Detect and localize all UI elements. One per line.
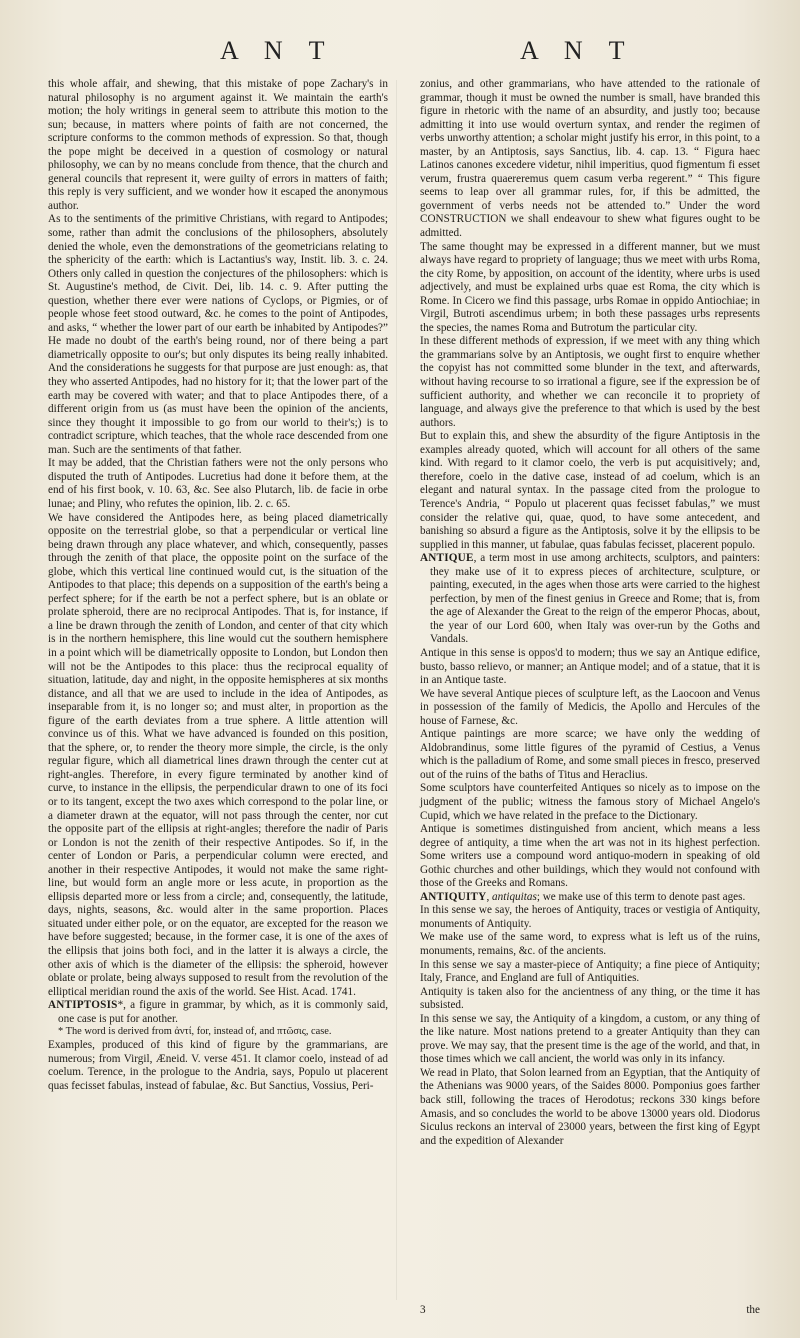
entry-antiptosis [48,999,388,1026]
signature-mark: 3 [420,1304,426,1316]
paragraph: We have considered the Antipodes here, as being placed diametrically opposite on the terrestrial globe, so that a perpendicular or vertical line being drawn through any place whatever, and which, consequently, passes through the zenith of that place, the opposite point on the surface of the globe, which this vertical line continued would cut, is the situation of the Antipodes to that place; this depends on a supposition of the earth's being a perfect sphere; for if the earth be not a perfect sphere, but is an oblate or prolate spheroid, there are no reciprocal Antipodes. That is, for instance, if a line be drawn through the zenith of London, and center of that city which is in the northern hemisphere, this line would cut the southern hemisphere in a point which will be diametrically opposite to London, but London then will not be the Antipodes to this place: thus the reciprocal equality of situation, latitude, day and night, in the opposite hemispheres at six months distance, and all that we are used to include in the idea of Antipodes, as inseparable from it, is no longer so; and must alter, in proportion as the figure of the earth deviates from a true sphere. A little attention will convince us of this. What we have advanced is founded on this position, that the sphere, or, to render the theory more simple, the circle, is the only regular figure, which all diametrical lines drawn through the center cut at right-angles. Therefore, in every figure terminated by another kind of curve, to instance in the ellipsis, the perpendicular drawn to one of its foci or to its tangent, except the two axes which correspond to the polar line, or a diameter drawn at the equator, will not pass through the center, nor cut the opposite part of the ellipsis at right-angles; therefore the nadir of Paris or London is not the zenith of their respective Antipodes. So if, in the center of London or Paris, a perpendicular column were erected, and another in their respective Antipodes, it would not make the same right-line, but would form an angle more or less acute, in proportion as the ellipsis departed more or less from a circle; and, consequently, the latitude, days, nights, seasons, &c. would alter in the same proportion. Places situated under either pole, or on the equator, are excepted for the reason we have before suggested; because, in the former case, it is one of the axes of the ellipsis that joins both foci, and in the latter it is always a circle, the other axis of which is the diameter of the ellipsis: the spheroid, however oblate or prolate, being always supposed to result from the revolution of the elliptical meridian round the axis of the world. See Hist. Acad. 1741. [48,511,388,998]
paragraph: Antique paintings are more scarce; we have only the wedding of Aldobrandinus, some little figures of the pyramid of Cestius, a Venus which is the palladium of Rome, and some small pieces in fresco, preserved out of the ruins of the baths of Titus and Heraclius. [420,728,760,781]
paragraph: We have several Antique pieces of sculpture left, as the Laocoon and Venus in possession of the family of Medicis, the Apollo and Hercules of the house of Farnese, &c. [420,687,760,727]
paragraph: zonius, and other grammarians, who have attended to the rationale of grammar, though it must be owned the number is small, have branded this figure in rhetoric with the name of an absurdity, and justly too; because admitting it into use would overturn syntax, and render the regimen of verbs unworthy attention; a scholar might justify his error, in this point, to a master, by an Antiptosis, says Sanctius, lib. 4. cap. 13. “ Figura haec Latinos canones excedere videtur, nihil imperitius, quod figmentum fi esset verum, frustra quaereremus quem casum verba regerent.” “ This figure seems to leap over all grammar rules, for, if this be admitted, the government of verbs needs not be attended to.” Under the word CONSTRUCTION we shall endeavour to shew what figures ought to be admitted. [420,78,760,240]
entry-text: *, a figure in grammar, by which, as it is commonly said, one case is put for another. [58,999,388,1025]
running-header [0,36,800,76]
paragraph: In this sense we say, the heroes of Antiquity, traces or vestigia of Antiquity, monuments of Antiquity. [420,904,760,930]
paragraph: Antique is sometimes distinguished from ancient, which means a less degree of antiquity, a time when the art was not in its highest perfection. Some writers use a compound word antiquo-modern in speaking of old Gothic churches and other buildings, which they would not confound with those of the Greeks and Romans. [420,823,760,890]
paragraph: The same thought may be expressed in a different manner, but we must always have regard to propriety of language; thus we meet with urbs Roma, the city Rome, by apposition, on account of the identity, where urbs is used adjectively, and must be explained urbs quae est Roma, the city which is Rome. In Cicero we find this passage, urbs Romae in oppido Antiochiae; in Virgil, Butroti ascendimus urbem; in both these passages urbs represents the species, the names Roma and Butrotum the particular city. [420,240,760,334]
paragraph: Antiquity is taken also for the ancientness of any thing, or the time it has subsisted. [420,985,760,1012]
footnote: * The word is derived from ἀντί, for, instead of, and πτῶσις, case. [58,1026,332,1038]
paragraph: In this sense we say a master-piece of Antiquity; a fine piece of Antiquity; Italy, France, and England are full of Antiquities. [420,958,760,985]
left-column [48,78,388,1093]
paragraph: In these different methods of expression, if we meet with any thing which the grammarians solve by an Antiptosis, we ought first to enquire whether the copyist has not committed some blunder in the text, and afterwards, without having recourse to so irrational a figure, see if the expression be of sufficient authority, and whether we can reconcile it to propriety of language, and always give the preference to that which is used by the best authors. [420,335,760,429]
entry-text: ; we make use of this term to denote past ages. [536,890,746,903]
paragraph: Some sculptors have counterfeited Antiques so nicely as to impose on the judgment of the public; witness the famous story of Michael Angelo's Cupid, which we have related in the preface to the Dictionary. [420,782,760,822]
catchword: the [746,1304,760,1316]
column-gutter [396,80,397,1300]
entry-latin: antiquitas [492,890,537,903]
right-column [420,78,760,1148]
paragraph: Examples, produced of this kind of figure by the grammarians, are numerous; from Virgil, Æneid. V. verse 451. It clamor coelo, instead of ad coelum. Terence, in the prologue to the Andria, says, Populo ut placerent quas fecisset fabulas, instead of fabulae, &c. But Sanctius, Vossius, Peri- [48,1039,388,1092]
entry-term: ANTIQUITY [420,890,487,903]
paragraph: We read in Plato, that Solon learned from an Egyptian, that the Antiquity of the Athenians was 9000 years, of the Saides 8000. Pomponius goes farther back still, following the traces of Herodotus; reckons 330 kings before Amasis, and so concludes the world to be above 13000 years old. Diodorus Siculus reckons an interval of 23000 years, between the first king of Egypt and the expedition of Alexander [420,1066,760,1147]
entry-text: , a term most in use among architects, sculptors, and painters: they make use of it to express pieces of architecture, sculpture, or painting, executed, in the ages when those arts were carried to the highest perfection, by men of the finest genius in Greece and Rome; that is, from the age of Alexander the Great to the reign of the emperor Phocas, about, the year of our Lord 600, when Italy was over-run by the Goths and Vandals. [430,552,760,646]
paragraph: In this sense we say, the Antiquity of a kingdom, a custom, or any thing of the like nature. Most nations pretend to a greater Antiquity than they can prove. We may say, that the present time is the age of the world, and that, in those times which we call ancient, the world was only in its infancy. [420,1012,760,1066]
paragraph: this whole affair, and shewing, that this mistake of pope Zachary's in natural philosophy is no argument against it. We maintain the earth's motion; the holy writings in general seem to attribute this motion to the sun; because, in matters where points of faith are not concerned, the scripture conforms to the common methods of expression. So that, though the pope might be deceived in a question of cosmology or natural philosophy, we can by no means conclude from thence, that the church and general councils that represent it, were guilty of errors in matters of faith; this reply is very sufficient, and we wonder how it escaped the anonymous author. [48,78,388,212]
entry-antiquity: ANTIQUITY, antiquitas; we make use of this term to denote past ages. [420,890,746,903]
paragraph: Antique in this sense is oppos'd to modern; thus we say an Antique edifice, busto, basso relievo, or manner; an Antique model; and of a statue, that it is in an Antique taste. [420,646,760,687]
paragraph: As to the sentiments of the primitive Christians, with regard to Antipodes; some, rather than admit the conclusions of the philosophers, absolutely denied the whole, even the demonstrations of the geometricians relating to the sphericity of the earth: which is Lactantius's way, Instit. lib. 3. c. 24. Others only called in question the conjectures of the philosophers: which is St. Augustine's method, de Civit. Dei, lib. 14. c. 9. After putting the question, whether there ever were nations of Cyclops, or Pigmies, or of people whose feet stood outward, &c. he comes to the point of Antipodes, and asks, “ whether the lower part of our earth be inhabited by Antipodes?” He made no doubt of the earth's being round, nor of there being a part diametrically opposite to our's; but only disputes its being really inhabited. And the considerations he suggests for that purpose are just enough: as, that they who asserted Antipodes, had no history for it; that the lower part of the earth may be covered with water; and that to place Antipodes there, of a different origin from us (as must have been the opinion of the ancients, since they thought it impossible to go from our world to their's;) is to contradict scripture, which teaches, that the whole race descended from one man. Such are the sentiments of that father. [48,213,388,456]
header-left: A N T [220,36,335,65]
paragraph: But to explain this, and shew the absurdity of the figure Antiptosis in the examples already quoted, which will account for all others of the same kind. With regard to it clamor coelo, the verb is put acquisitively; and, therefore, coelo in the dative case, instead of ad coelum, which is an elegant and natural syntax. In the passage cited from the prologue to Terence's Andria, “ Populo ut placerent quas fecisset fabulas,” we must consider the relative qui, quae, quod, to have some antecedent, and banishing so absurd a figure as the Antiptosis, solve it by the ellipsis to be supplied in this manner, ut fabulae, quas fabulas fecisset, placerent populo. [420,430,760,551]
paragraph: We make use of the same word, to express what is left us of the ruins, monuments, remains, &c. of the ancients. [420,931,760,957]
header-right: A N T [520,36,635,65]
entry-antique [420,552,760,647]
entry-term: ANTIPTOSIS [48,999,118,1012]
entry-term: ANTIQUE [420,552,474,565]
paragraph: It may be added, that the Christian fathers were not the only persons who disputed the truth of Antipodes. Lucretius had done it before them, at the end of his first book, v. 10. 63, &c. See also Plutarch, lib. de facie in orbe lunae; and Pliny, who refutes the opinion, lib. 2. c. 65. [48,457,388,510]
